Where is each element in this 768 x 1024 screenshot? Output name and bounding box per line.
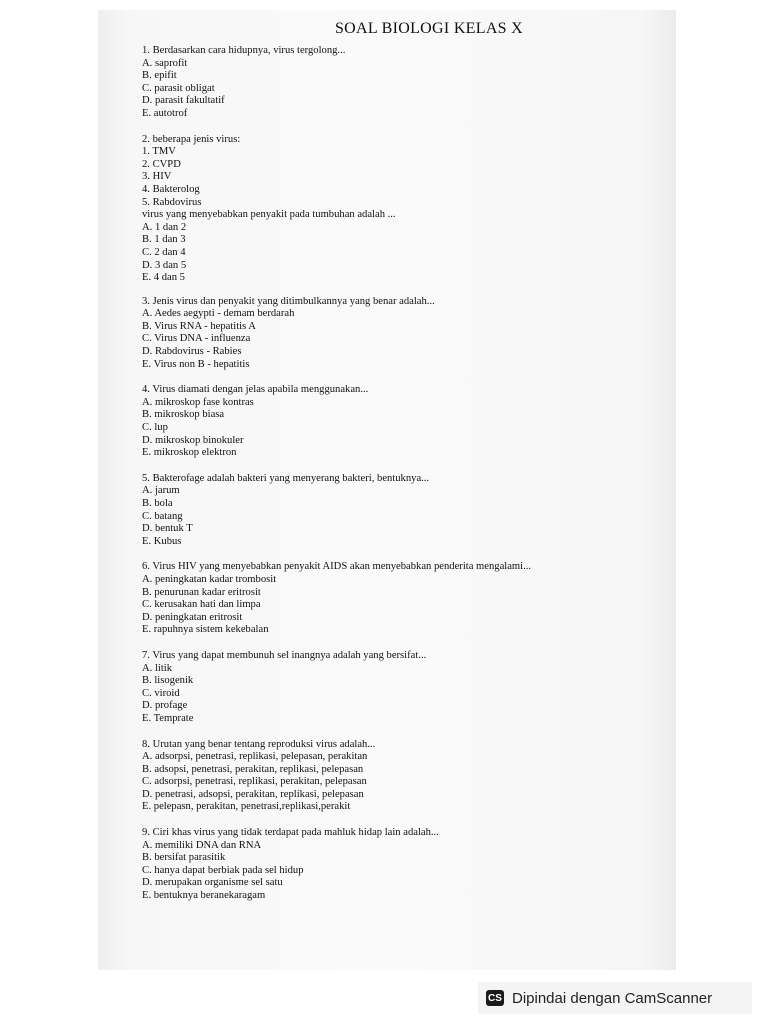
question-8 [142, 739, 622, 815]
option-b: B. epifit [142, 70, 177, 82]
option-c: C. hanya dapat berbiak pada sel hidup [142, 864, 304, 876]
option-b: B. 1 dan 3 [142, 234, 186, 246]
option-b: B. adsopsi, penetrasi, perakitan, replikasi, pelepasan [142, 763, 364, 775]
list-item: 3. HIV [142, 171, 172, 183]
watermark-label: Dipindai dengan CamScanner [512, 989, 713, 1007]
question-5 [142, 473, 622, 549]
question-stem: 7. Virus yang dapat membunuh sel inangnya adalah yang bersifat... [142, 649, 427, 661]
question-list [142, 45, 622, 916]
option-d: D. Rabdovirus - Rabies [142, 346, 242, 358]
option-e: E. autotrof [142, 107, 188, 119]
option-e: E. pelepasn, perakitan, penetrasi,replikasi,perakit [142, 801, 351, 813]
question-4 [142, 384, 622, 460]
option-a: A. Aedes aegypti - demam berdarah [142, 308, 295, 320]
option-c: C. parasit obligat [142, 82, 215, 94]
option-b: B. lisogenik [142, 675, 194, 687]
option-c: C. batang [142, 510, 183, 522]
option-e: E. mikroskop elektron [142, 447, 237, 459]
option-d: D. bentuk T [142, 523, 193, 535]
question-stem: 3. Jenis virus dan penyakit yang ditimbulkannya yang benar adalah... [142, 295, 435, 307]
question-stem-continuation: virus yang menyebabkan penyakit pada tumbuhan adalah ... [142, 209, 396, 221]
question-stem: 6. Virus HIV yang menyebabkan penyakit AIDS akan menyebabkan penderita mengalami... [142, 561, 532, 573]
question-stem: 5. Bakterofage adalah bakteri yang menyerang bakteri, bentuknya... [142, 472, 430, 484]
camscanner-watermark [478, 982, 752, 1014]
option-c: C. 2 dan 4 [142, 246, 186, 258]
option-e: E. Kubus [142, 535, 182, 547]
list-item: 5. Rabdovirus [142, 196, 202, 208]
option-d: D. parasit fakultatif [142, 95, 225, 107]
list-item: 2. CVPD [142, 158, 181, 170]
option-b: B. mikroskop biasa [142, 409, 225, 421]
option-e: E. bentuknya beranekaragam [142, 890, 266, 902]
option-c: C. Virus DNA - influenza [142, 333, 251, 345]
option-b: B. bersifat parasitik [142, 852, 226, 864]
camscanner-logo-icon: CS [486, 990, 504, 1006]
option-a: A. 1 dan 2 [142, 221, 187, 233]
option-d: D. penetrasi, adsopsi, perakitan, replikasi, pelepasan [142, 788, 364, 800]
option-c: C. lup [142, 422, 168, 434]
question-2 [142, 134, 622, 285]
option-d: D. profage [142, 700, 188, 712]
page-title: SOAL BIOLOGI KELAS X [334, 20, 524, 37]
option-a: A. adsorpsi, penetrasi, replikasi, pelepasan, perakitan [142, 751, 368, 763]
option-a: A. jarum [142, 485, 180, 497]
question-stem: 2. beberapa jenis virus: [142, 133, 241, 145]
option-d: D. merupakan organisme sel satu [142, 877, 283, 889]
option-d: D. mikroskop binokuler [142, 434, 244, 446]
list-item: 1. TMV [142, 146, 176, 158]
question-stem: 1. Berdasarkan cara hidupnya, virus tergolong... [142, 45, 346, 56]
question-9 [142, 827, 622, 903]
option-a: A. saprofit [142, 57, 188, 69]
question-3 [142, 296, 622, 372]
option-a: A. peningkatan kadar trombosit [142, 573, 277, 585]
option-e: E. Temprate [142, 712, 194, 724]
option-a: A. memiliki DNA dan RNA [142, 839, 262, 851]
question-1 [142, 45, 622, 121]
option-a: A. litik [142, 662, 173, 674]
option-e: E. 4 dan 5 [142, 272, 185, 284]
question-6 [142, 561, 622, 637]
question-stem: 9. Ciri khas virus yang tidak terdapat pada mahluk hidap lain adalah... [142, 827, 439, 839]
option-b: B. bola [142, 498, 173, 509]
option-d: D. peningkatan eritrosit [142, 611, 243, 623]
option-c: C. kerusakan hati dan limpa [142, 599, 261, 611]
option-e: E. rapuhnya sistem kekebalan [142, 624, 269, 636]
list-item: 4. Bakterolog [142, 183, 200, 195]
question-stem: 4. Virus diamati dengan jelas apabila menggunakan... [142, 384, 369, 396]
option-d: D. 3 dan 5 [142, 259, 187, 271]
question-7 [142, 650, 622, 726]
option-c: C. viroid [142, 687, 180, 699]
option-c: C. adsorpsi, penetrasi, replikasi, perakitan, pelepasan [142, 776, 367, 788]
option-b: B. Virus RNA - hepatitis A [142, 320, 256, 332]
question-stem: 8. Urutan yang benar tentang reproduksi virus adalah... [142, 738, 376, 750]
option-e: E. Virus non B - hepatitis [142, 358, 250, 370]
option-a: A. mikroskop fase kontras [142, 396, 254, 408]
option-b: B. penurunan kadar eritrosit [142, 586, 261, 598]
